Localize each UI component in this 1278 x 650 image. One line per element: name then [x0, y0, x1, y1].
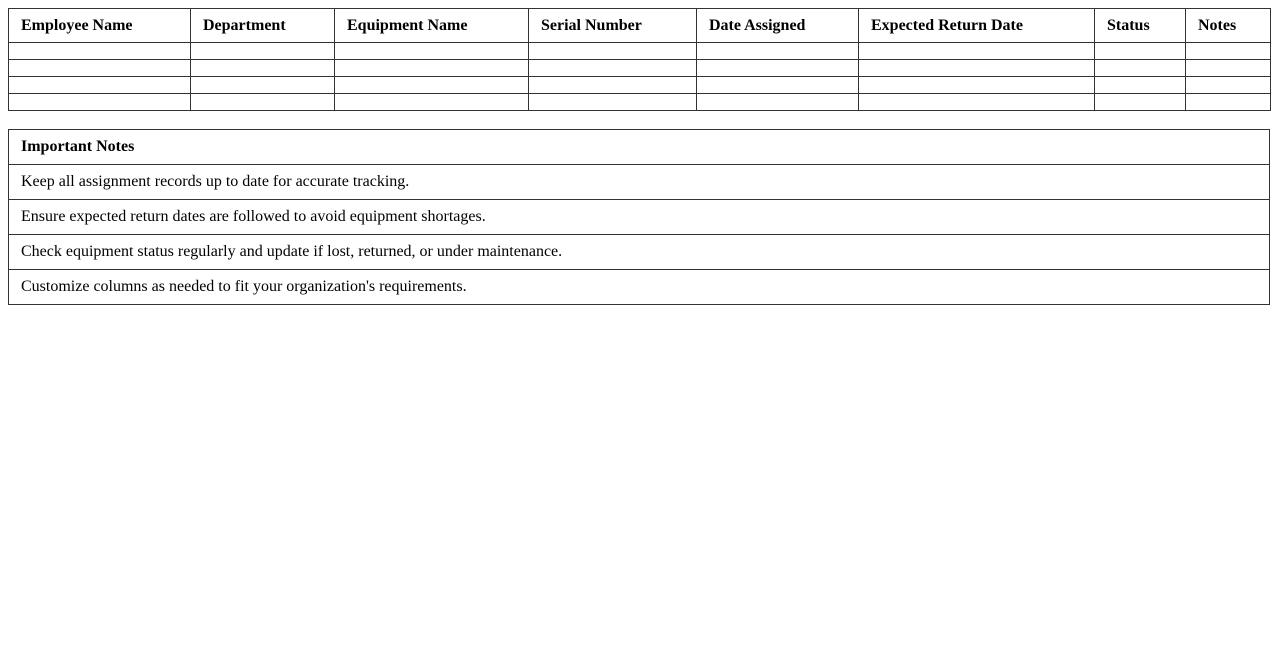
list-item [9, 235, 1270, 270]
table-cell[interactable] [191, 60, 335, 77]
note-item: Check equipment status regularly and update if lost, returned, or under maintenance. [9, 235, 1270, 270]
table-cell[interactable] [697, 77, 859, 94]
table-cell[interactable] [335, 77, 529, 94]
table-cell[interactable] [1095, 43, 1186, 60]
table-cell[interactable] [9, 94, 191, 111]
table-cell[interactable] [9, 60, 191, 77]
equipment-assignment-table [8, 8, 1271, 111]
table-cell[interactable] [529, 60, 697, 77]
important-notes-title: Important Notes [9, 130, 1270, 165]
list-item [9, 165, 1270, 200]
header-serial-number: Serial Number [529, 9, 697, 43]
table-cell[interactable] [1186, 43, 1271, 60]
table-cell[interactable] [9, 43, 191, 60]
table-cell[interactable] [859, 77, 1095, 94]
table-cell[interactable] [191, 77, 335, 94]
table-cell[interactable] [191, 94, 335, 111]
table-cell[interactable] [1186, 77, 1271, 94]
table-cell[interactable] [335, 94, 529, 111]
table-cell[interactable] [1186, 60, 1271, 77]
table-cell[interactable] [335, 60, 529, 77]
table-header-row [9, 9, 1271, 43]
table-cell[interactable] [9, 77, 191, 94]
table-cell[interactable] [1186, 94, 1271, 111]
table-row [9, 94, 1271, 111]
table-row [9, 77, 1271, 94]
list-item [9, 200, 1270, 235]
table-cell[interactable] [529, 43, 697, 60]
table-cell[interactable] [697, 43, 859, 60]
table-cell[interactable] [529, 94, 697, 111]
note-item: Keep all assignment records up to date for accurate tracking. [9, 165, 1270, 200]
table-cell[interactable] [529, 77, 697, 94]
note-item: Customize columns as needed to fit your organization's requirements. [9, 270, 1270, 305]
header-department: Department [191, 9, 335, 43]
table-cell[interactable] [335, 43, 529, 60]
header-status: Status [1095, 9, 1186, 43]
header-notes: Notes [1186, 9, 1271, 43]
important-notes-table [8, 129, 1270, 305]
table-cell[interactable] [859, 94, 1095, 111]
table-row [9, 43, 1271, 60]
table-row [9, 60, 1271, 77]
header-equipment-name: Equipment Name [335, 9, 529, 43]
notes-heading-row [9, 130, 1270, 165]
document-body [8, 8, 1270, 305]
table-cell[interactable] [697, 94, 859, 111]
table-cell[interactable] [859, 60, 1095, 77]
table-cell[interactable] [859, 43, 1095, 60]
header-date-assigned: Date Assigned [697, 9, 859, 43]
note-item: Ensure expected return dates are followed to avoid equipment shortages. [9, 200, 1270, 235]
list-item [9, 270, 1270, 305]
table-cell[interactable] [1095, 94, 1186, 111]
table-cell[interactable] [1095, 77, 1186, 94]
table-cell[interactable] [1095, 60, 1186, 77]
header-expected-return-date: Expected Return Date [859, 9, 1095, 43]
table-cell[interactable] [697, 60, 859, 77]
table-cell[interactable] [191, 43, 335, 60]
header-employee-name: Employee Name [9, 9, 191, 43]
